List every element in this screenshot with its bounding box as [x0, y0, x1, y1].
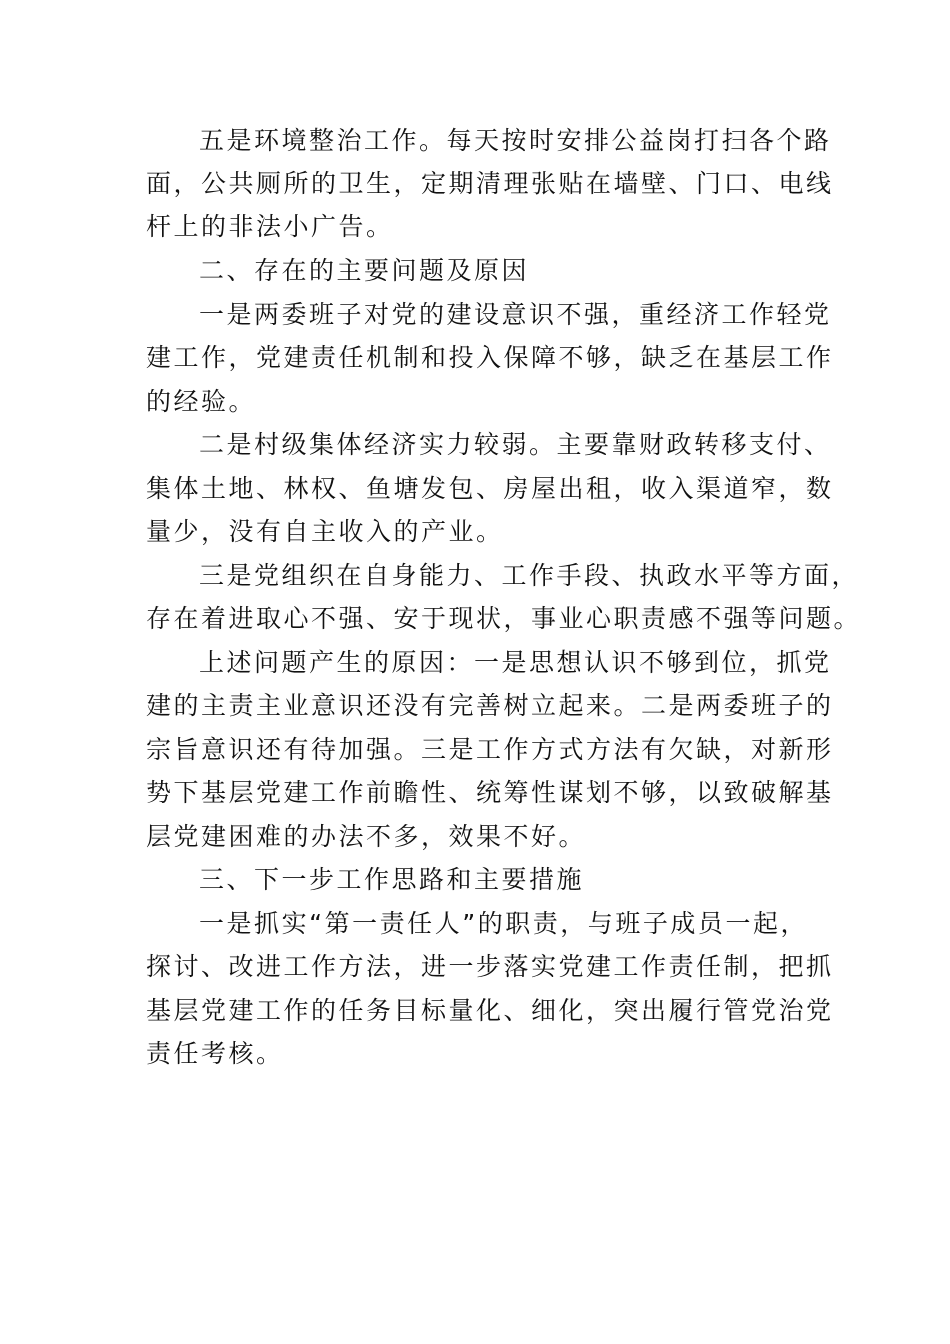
text-line: 三是党组织在自身能力、工作手段、执政水平等方面，	[199, 561, 860, 590]
text-line: 探讨、改进工作方法，进一步落实党建工作责任制，把抓	[146, 952, 834, 981]
text-line: 宗旨意识还有待加强。三是工作方式方法有欠缺，对新形	[146, 735, 834, 764]
text-line: 五是环境整治工作。每天按时安排公益岗打扫各个路	[199, 126, 832, 155]
text-line: 建工作，党建责任机制和投入保障不够，缺乏在基层工作	[146, 343, 834, 372]
text-line: 存在着进取心不强、安于现状，事业心职责感不强等问题。	[146, 604, 862, 633]
text-line: 量少，没有自主收入的产业。	[146, 517, 504, 546]
text-line: 责任考核。	[146, 1039, 284, 1068]
text-line: 二是村级集体经济实力较弱。主要靠财政转移支付、	[199, 430, 832, 459]
heading-line: 三、下一步工作思路和主要措施	[199, 865, 585, 894]
text-line: 上述问题产生的原因：一是思想认识不够到位，抓党	[199, 648, 832, 677]
text-line: 一是抓实“第一责任人”的职责，与班子成员一起，	[199, 909, 808, 938]
text-line: 建的主责主业意识还没有完善树立起来。二是两委班子的	[146, 691, 834, 720]
text-line: 基层党建工作的任务目标量化、细化，突出履行管党治党	[146, 996, 834, 1025]
text-line: 杆上的非法小广告。	[146, 212, 394, 241]
text-line: 层党建困难的办法不多，效果不好。	[146, 822, 587, 851]
text-line: 势下基层党建工作前瞻性、统筹性谋划不够，以致破解基	[146, 778, 834, 807]
text-line: 集体土地、林权、鱼塘发包、房屋出租，收入渠道窄，数	[146, 474, 834, 503]
text-line: 一是两委班子对党的建设意识不强，重经济工作轻党	[199, 300, 832, 329]
heading-line: 二、存在的主要问题及原因	[199, 256, 530, 285]
text-line: 面，公共厕所的卫生，定期清理张贴在墙壁、门口、电线	[146, 169, 834, 198]
text-line: 的经验。	[146, 387, 257, 416]
